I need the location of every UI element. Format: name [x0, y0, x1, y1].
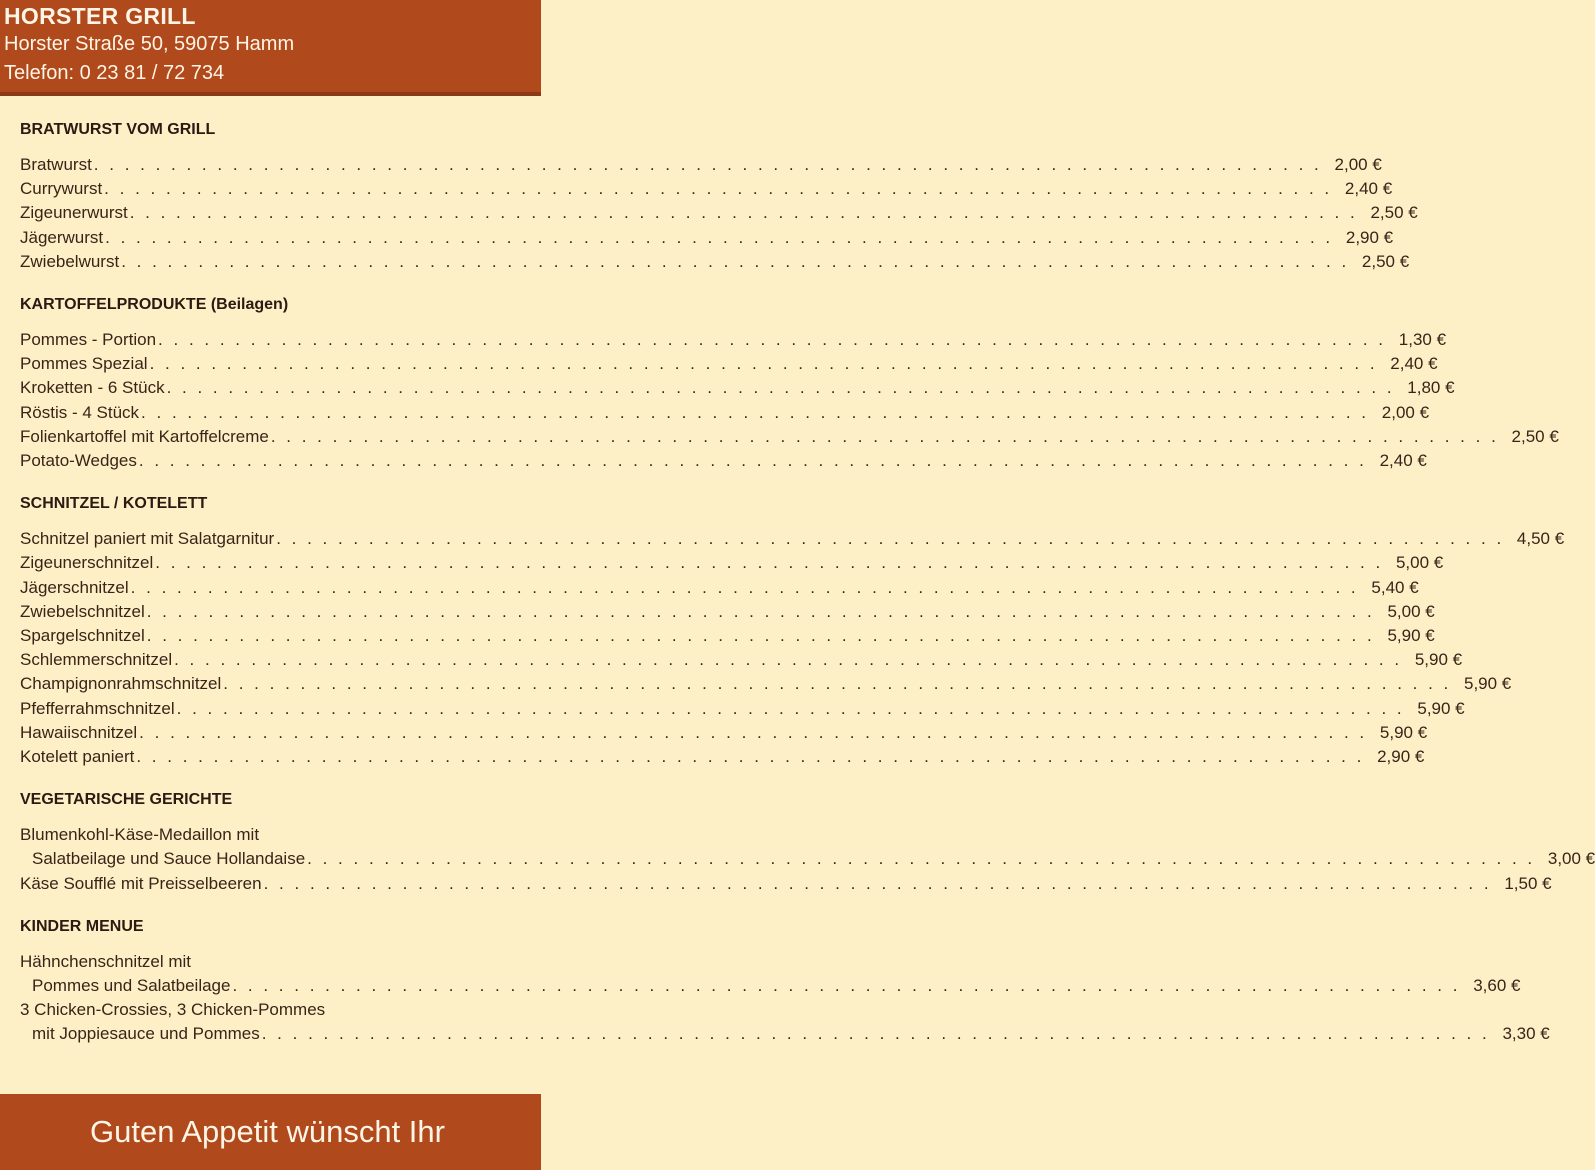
menu-item-label: Pommes und Salatbeilage: [32, 976, 231, 996]
menu-item-label: Schlemmerschnitzel: [20, 650, 173, 670]
menu-item-label: Pfefferrahmschnitzel: [20, 698, 175, 718]
dot-leader: . . . . . . . . . . . . . . . . . . . . . . . . . . . . . . . . . . . . . . . . . . . . . . . . . . . . . . . . . . . . . . . . . . . . . . . . . . . . . . . .: [141, 402, 1370, 422]
menu-item: [20, 201, 1418, 225]
dot-leader: . . . . . . . . . . . . . . . . . . . . . . . . . . . . . . . . . . . . . . . . . . . . . . . . . . . . . . . . . . . . . . . . . . . . . . . . . . . . . . . .: [232, 976, 1461, 996]
dot-leader: . . . . . . . . . . . . . . . . . . . . . . . . . . . . . . . . . . . . . . . . . . . . . . . . . . . . . . . . . . . . . . . . . . . . . . . . . . . . . . . .: [136, 747, 1365, 767]
menu-item-price: 2,50 €: [1370, 203, 1418, 223]
menu-item-price: 5,40 €: [1371, 577, 1419, 597]
menu-section: [20, 120, 1418, 274]
menu-item: [20, 648, 1463, 672]
menu-item: [20, 177, 1393, 201]
menu-item: [20, 576, 1419, 600]
dot-leader: . . . . . . . . . . . . . . . . . . . . . . . . . . . . . . . . . . . . . . . . . . . . . . . . . . . . . . . . . . . . . . . . . . . . . . . . . . . . . . . .: [158, 330, 1387, 350]
section-title: VEGETARISCHE GERICHTE: [20, 791, 233, 809]
menu-item-label: Jägerwurst: [20, 227, 104, 247]
menu-item-label: mit Joppiesauce und Pommes: [32, 1024, 260, 1044]
menu-item-label: Pommes - Portion: [20, 330, 157, 350]
menu-item: [20, 153, 1382, 177]
menu-item: [20, 352, 1438, 376]
menu-item-label: Folienkartoffel mit Kartoffelcreme: [20, 426, 269, 446]
menu-item: [20, 449, 1427, 473]
dot-leader: . . . . . . . . . . . . . . . . . . . . . . . . . . . . . . . . . . . . . . . . . . . . . . . . . . . . . . . . . . . . . . . . . . . . . . . . . . . . . . . .: [121, 251, 1350, 271]
menu-item-label: Zwiebelschnitzel: [20, 601, 145, 621]
section-title: KARTOFFELPRODUKTE (Beilagen): [20, 296, 289, 314]
menu-item-label: Kotelett paniert: [20, 747, 135, 767]
menu-item: [20, 425, 1559, 449]
menu-item-price: 2,50 €: [1361, 251, 1410, 271]
menu-item: [20, 872, 1552, 896]
menu-item-label: Schnitzel paniert mit Salatgarnitur: [20, 529, 275, 549]
restaurant-phone: Telefon: 0 23 81 / 72 734: [4, 62, 225, 84]
menu-item: [20, 376, 1455, 400]
menu-item-label: Pommes Spezial: [20, 354, 148, 374]
menu-item-label: Kroketten - 6 Stück: [20, 378, 165, 398]
menu-item: [20, 721, 1428, 745]
dot-leader: . . . . . . . . . . . . . . . . . . . . . . . . . . . . . . . . . . . . . . . . . . . . . . . . . . . . . . . . . . . . . . . . . . . . . . . . . . . . . . . .: [276, 529, 1505, 549]
menu-item: [20, 250, 1410, 274]
menu-item-label: Käse Soufflé mit Preisselbeeren: [20, 873, 262, 893]
menu-item: [20, 974, 1521, 998]
section-title: SCHNITZEL / KOTELETT: [20, 495, 208, 513]
menu-item: [20, 401, 1430, 425]
menu-item-label: Röstis - 4 Stück: [20, 402, 140, 422]
restaurant-address: Horster Straße 50, 59075 Hamm: [4, 33, 295, 55]
menu-item-price: 5,90 €: [1417, 698, 1465, 718]
menu-item-price: 2,40 €: [1379, 451, 1427, 471]
menu-item-label: Bratwurst: [20, 155, 92, 174]
dot-leader: . . . . . . . . . . . . . . . . . . . . . . . . . . . . . . . . . . . . . . . . . . . . . . . . . . . . . . . . . . . . . . . . . . . . . . . . . . . . . . . .: [223, 674, 1452, 694]
menu-item: [20, 672, 1512, 696]
menu-item-price: 5,90 €: [1379, 722, 1428, 742]
menu-item-label: Currywurst: [20, 179, 103, 199]
menu-section: [20, 274, 1559, 473]
section-title: KINDER MENUE: [20, 917, 144, 935]
section-title: BRATWURST VOM GRILL: [20, 121, 216, 138]
dot-leader: . . . . . . . . . . . . . . . . . . . . . . . . . . . . . . . . . . . . . . . . . . . . . . . . . . . . . . . . . . . . . . . . . . . . . . . . . . . . . . . .: [263, 873, 1492, 893]
menu-item-price: 1,80 €: [1407, 378, 1455, 398]
menu-item-label: Salatbeilage und Sauce Hollandaise: [32, 849, 306, 869]
menu-item-label: Zwiebelwurst: [20, 251, 120, 271]
menu-item-price: 3,30 €: [1502, 1024, 1550, 1044]
restaurant-header: [0, 0, 541, 96]
menu-section: [20, 896, 1550, 1047]
menu-item-price: 2,00 €: [1334, 155, 1382, 174]
dot-leader: . . . . . . . . . . . . . . . . . . . . . . . . . . . . . . . . . . . . . . . . . . . . . . . . . . . . . . . . . . . . . . . . . . . . . . . . . . . . . . . .: [307, 849, 1536, 869]
footer-text: Guten Appetit wünscht Ihr: [90, 1114, 445, 1149]
menu-section: [20, 473, 1565, 769]
menu-item-description: Hähnchenschnitzel mit: [20, 951, 192, 971]
dot-leader: . . . . . . . . . . . . . . . . . . . . . . . . . . . . . . . . . . . . . . . . . . . . . . . . . . . . . . . . . . . . . . . . . . . . . . . . . . . . . . . .: [149, 354, 1378, 374]
dot-leader: . . . . . . . . . . . . . . . . . . . . . . . . . . . . . . . . . . . . . . . . . . . . . . . . . . . . . . . . . . . . . . . . . . . . . . . . . . . . . . . .: [93, 155, 1322, 174]
menu-item-label: Hawaiischnitzel: [20, 722, 138, 742]
menu-item-price: 4,50 €: [1516, 529, 1565, 549]
menu-item-price: 3,60 €: [1473, 976, 1521, 996]
menu-item: [20, 745, 1425, 769]
dot-leader: . . . . . . . . . . . . . . . . . . . . . . . . . . . . . . . . . . . . . . . . . . . . . . . . . . . . . . . . . . . . . . . . . . . . . . . . . . . . . . . .: [261, 1024, 1490, 1044]
menu-item-price: 2,50 €: [1511, 426, 1559, 446]
dot-leader: . . . . . . . . . . . . . . . . . . . . . . . . . . . . . . . . . . . . . . . . . . . . . . . . . . . . . . . . . . . . . . . . . . . . . . . . . . . . . . . .: [105, 227, 1334, 247]
menu-item-price: 5,00 €: [1387, 601, 1435, 621]
menu-item: [20, 328, 1447, 352]
dot-leader: . . . . . . . . . . . . . . . . . . . . . . . . . . . . . . . . . . . . . . . . . . . . . . . . . . . . . . . . . . . . . . . . . . . . . . . . . . . . . . . .: [166, 378, 1395, 398]
menu-section: [20, 769, 1595, 896]
menu-item-price: 2,90 €: [1345, 227, 1394, 247]
dot-leader: . . . . . . . . . . . . . . . . . . . . . . . . . . . . . . . . . . . . . . . . . . . . . . . . . . . . . . . . . . . . . . . . . . . . . . . . . . . . . . . .: [176, 698, 1405, 718]
menu-item-price: 5,00 €: [1395, 553, 1444, 573]
dot-leader: . . . . . . . . . . . . . . . . . . . . . . . . . . . . . . . . . . . . . . . . . . . . . . . . . . . . . . . . . . . . . . . . . . . . . . . . . . . . . . . .: [130, 577, 1359, 597]
menu-item-description: Blumenkohl-Käse-Medaillon mit: [20, 825, 260, 845]
dot-leader: . . . . . . . . . . . . . . . . . . . . . . . . . . . . . . . . . . . . . . . . . . . . . . . . . . . . . . . . . . . . . . . . . . . . . . . . . . . . . . . .: [138, 451, 1367, 471]
dot-leader: . . . . . . . . . . . . . . . . . . . . . . . . . . . . . . . . . . . . . . . . . . . . . . . . . . . . . . . . . . . . . . . . . . . . . . . . . . . . . . . .: [174, 650, 1403, 670]
menu-item: [20, 600, 1435, 624]
dot-leader: . . . . . . . . . . . . . . . . . . . . . . . . . . . . . . . . . . . . . . . . . . . . . . . . . . . . . . . . . . . . . . . . . . . . . . . . . . . . . . . .: [146, 626, 1375, 646]
menu-item-label: Zigeunerwurst: [20, 203, 128, 223]
dot-leader: . . . . . . . . . . . . . . . . . . . . . . . . . . . . . . . . . . . . . . . . . . . . . . . . . . . . . . . . . . . . . . . . . . . . . . . . . . . . . . . .: [139, 722, 1368, 742]
dot-leader: . . . . . . . . . . . . . . . . . . . . . . . . . . . . . . . . . . . . . . . . . . . . . . . . . . . . . . . . . . . . . . . . . . . . . . . . . . . . . . . .: [155, 553, 1384, 573]
menu-item-price: 1,30 €: [1398, 330, 1447, 350]
menu-item-label: Jägerschnitzel: [20, 577, 129, 597]
menu-item-label: Zigeunerschnitzel: [20, 553, 154, 573]
menu-item-price: 5,90 €: [1387, 626, 1435, 646]
menu-item-price: 3,00 €: [1547, 849, 1595, 869]
dot-leader: . . . . . . . . . . . . . . . . . . . . . . . . . . . . . . . . . . . . . . . . . . . . . . . . . . . . . . . . . . . . . . . . . . . . . . . . . . . . . . . .: [104, 179, 1333, 199]
menu-item: [20, 697, 1465, 721]
menu-item: [20, 847, 1595, 871]
menu-item-description: 3 Chicken-Crossies, 3 Chicken-Pommes: [20, 1000, 326, 1020]
dot-leader: . . . . . . . . . . . . . . . . . . . . . . . . . . . . . . . . . . . . . . . . . . . . . . . . . . . . . . . . . . . . . . . . . . . . . . . . . . . . . . . .: [146, 601, 1375, 621]
menu-item-label: Spargelschnitzel: [20, 626, 145, 646]
menu-item: [20, 624, 1435, 648]
dot-leader: . . . . . . . . . . . . . . . . . . . . . . . . . . . . . . . . . . . . . . . . . . . . . . . . . . . . . . . . . . . . . . . . . . . . . . . . . . . . . . . .: [270, 426, 1499, 446]
menu-item-price: 2,40 €: [1344, 179, 1393, 199]
menu-item: [20, 551, 1444, 575]
menu-item-price: 2,90 €: [1377, 747, 1425, 767]
footer-banner: [0, 1094, 541, 1170]
menu-item: [20, 527, 1565, 551]
menu-item: [20, 226, 1394, 250]
menu-item-label: Potato-Wedges: [20, 451, 137, 471]
menu-item: [20, 1022, 1550, 1046]
menu-item-price: 5,90 €: [1414, 650, 1463, 670]
menu-item-price: 1,50 €: [1504, 873, 1552, 893]
menu-item-price: 2,00 €: [1381, 402, 1430, 422]
menu-item-price: 2,40 €: [1390, 354, 1438, 374]
restaurant-name: HORSTER GRILL: [4, 3, 196, 29]
menu-item-label: Champignonrahmschnitzel: [20, 674, 222, 694]
menu-content: [20, 112, 1595, 1047]
menu-item-price: 5,90 €: [1464, 674, 1512, 694]
dot-leader: . . . . . . . . . . . . . . . . . . . . . . . . . . . . . . . . . . . . . . . . . . . . . . . . . . . . . . . . . . . . . . . . . . . . . . . . . . . . . . . .: [129, 203, 1358, 223]
